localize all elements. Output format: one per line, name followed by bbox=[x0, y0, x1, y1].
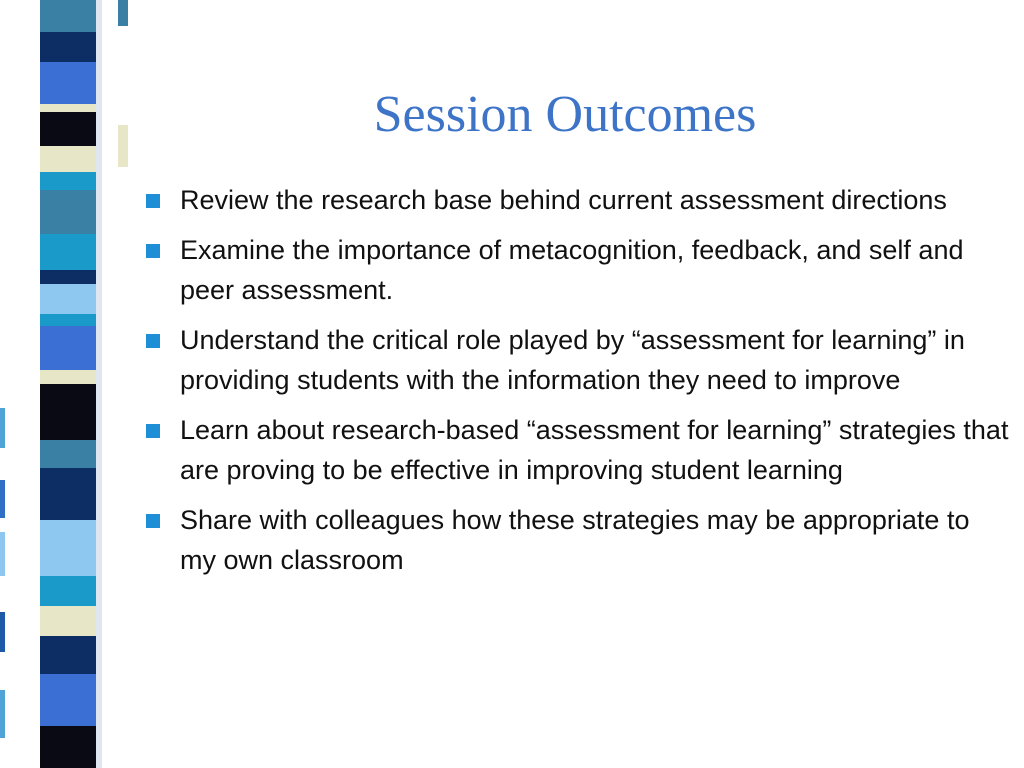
stripe-block bbox=[40, 726, 98, 768]
stripe-block bbox=[40, 606, 98, 636]
square-bullet-icon bbox=[146, 194, 160, 208]
square-bullet-icon bbox=[146, 424, 160, 438]
stripe-block bbox=[40, 190, 98, 234]
stripe-block bbox=[40, 146, 98, 172]
stripe-block bbox=[40, 62, 98, 104]
stripe-shadow bbox=[96, 0, 102, 768]
edge-strip bbox=[0, 408, 5, 448]
square-bullet-icon bbox=[146, 334, 160, 348]
stripe-block bbox=[40, 314, 98, 326]
stripe-block bbox=[40, 112, 98, 146]
edge-strip bbox=[0, 612, 5, 652]
list-item bbox=[140, 410, 1010, 491]
list-item bbox=[140, 320, 1010, 401]
square-bullet-icon bbox=[146, 514, 160, 528]
stripe-block bbox=[40, 270, 98, 284]
edge-strip bbox=[0, 532, 5, 576]
stripe-block bbox=[40, 234, 98, 270]
list-item bbox=[140, 180, 1010, 221]
bullet-list bbox=[140, 180, 1010, 590]
stripe-block bbox=[40, 104, 98, 112]
stripe-block bbox=[40, 440, 98, 468]
bullet-text: Learn about research-based “assessment for learning” strategies that are proving to be effective in improving student learning bbox=[180, 414, 1009, 485]
stripe-block bbox=[40, 284, 98, 314]
stripe-block bbox=[40, 674, 98, 726]
stripe-block bbox=[40, 468, 98, 520]
bullet-text: Review the research base behind current assessment directions bbox=[180, 185, 947, 215]
edge-strip bbox=[0, 690, 5, 738]
stripe-block bbox=[40, 172, 98, 190]
accent-tick bbox=[118, 125, 128, 167]
stripe-block bbox=[40, 576, 98, 606]
accent-tick bbox=[118, 0, 128, 26]
stripe-block bbox=[40, 0, 98, 32]
list-item bbox=[140, 230, 1010, 311]
slide-title: Session Outcomes bbox=[373, 86, 757, 143]
bullet-text: Examine the importance of metacognition, feedback, and self and peer assessment. bbox=[180, 234, 964, 305]
stripe-block bbox=[40, 32, 98, 62]
bullet-text: Understand the critical role played by “assessment for learning” in providing students with the information they need to improve bbox=[180, 324, 965, 395]
stripe-block bbox=[40, 384, 98, 440]
decorative-stripe bbox=[0, 0, 110, 768]
stripe-block bbox=[40, 520, 98, 576]
list-item bbox=[140, 500, 1010, 581]
edge-strip bbox=[0, 0, 5, 768]
bullet-text: Share with colleagues how these strategies may be appropriate to my own classroom bbox=[180, 504, 970, 575]
stripe-block bbox=[40, 636, 98, 674]
stripe-block bbox=[40, 326, 98, 370]
stripe-block bbox=[40, 370, 98, 384]
square-bullet-icon bbox=[146, 244, 160, 258]
edge-strip bbox=[0, 480, 5, 518]
